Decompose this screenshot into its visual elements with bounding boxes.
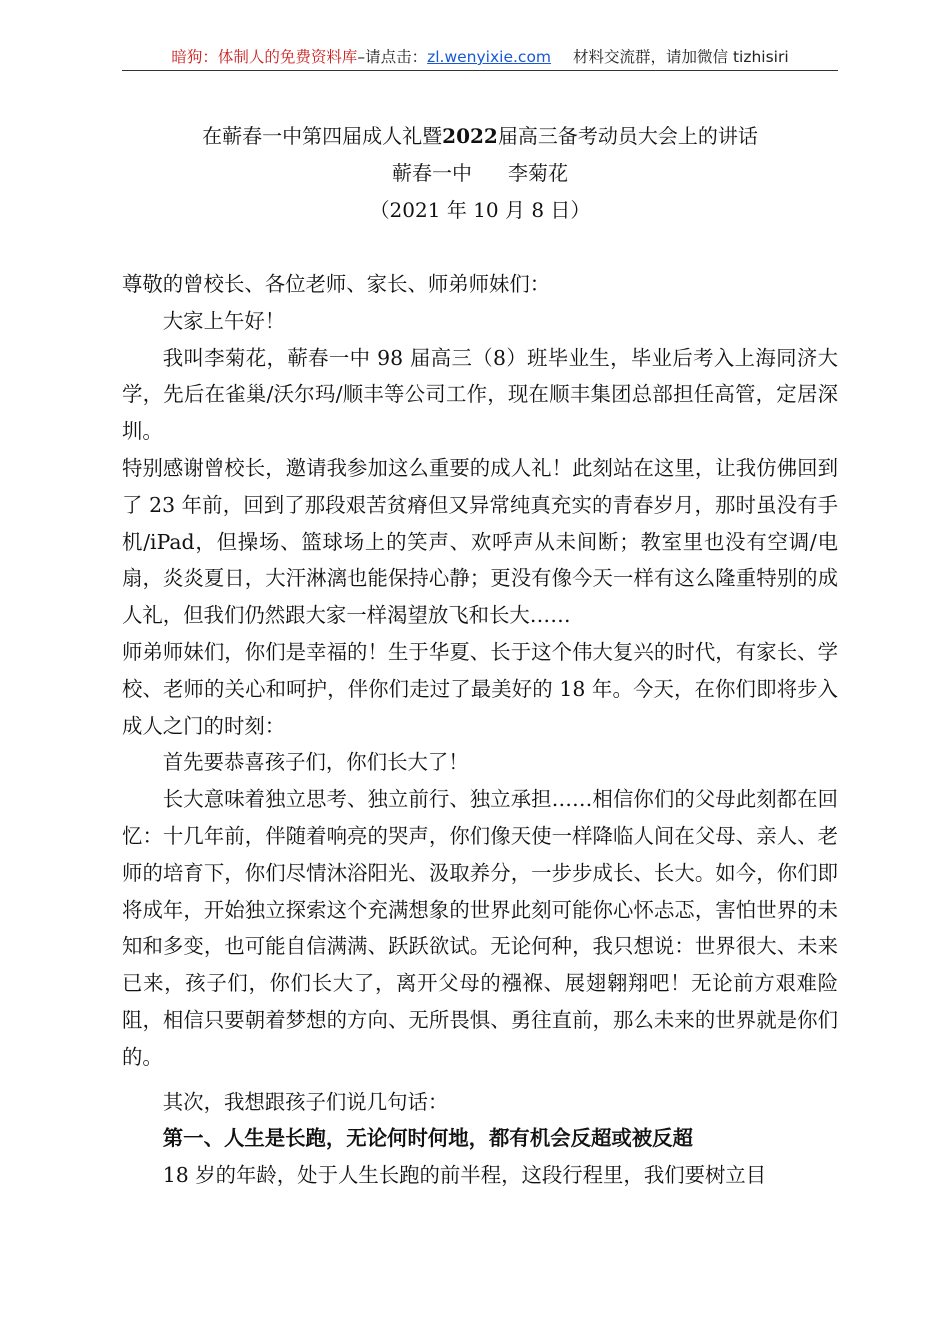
author-line [122, 155, 838, 192]
paragraph-intro: 我叫李菊花，蕲春一中 98 届高三（8）班毕业生，毕业后考入上海同济大学，先后在雀巢/沃尔玛/顺丰等公司工作，现在顺丰集团总部担任高管，定居深圳。 [122, 345, 838, 444]
paragraph-congrats: 首先要恭喜孩子们，你们长大了！ [162, 750, 469, 775]
title-block [122, 118, 838, 229]
speech-title-post: 届高三备考动员大会上的讲话 [497, 124, 758, 148]
speech-title-year: 2022 [442, 124, 498, 148]
speech-title [122, 118, 838, 155]
school-name: 蕲春一中 [392, 161, 472, 185]
speech-body [122, 266, 838, 1194]
paragraph-happiness: 师弟师妹们，你们是幸福的！生于华夏、长于这个伟大复兴的时代，有家长、学校、老师的关心和呵护，伴你们走过了最美好的 18 年。今天，在你们即将步入成人之门的时刻： [122, 639, 838, 738]
salutation: 尊敬的曾校长、各位老师、家长、师弟师妹们： [122, 272, 551, 296]
page-header [122, 46, 838, 71]
paragraph-marathon: 18 岁的年龄，处于人生长跑的前半程，这段行程里，我们要树立目 [162, 1163, 767, 1188]
speech-date: （2021 年 10 月 8 日） [369, 198, 591, 222]
speech-title-pre: 在蕲春一中第四届成人礼暨 [202, 124, 443, 148]
greeting: 大家上午好！ [162, 308, 286, 333]
paragraph-thanks: 特别感谢曾校长，邀请我参加这么重要的成人礼！此刻站在这里，让我仿佛回到了 23 年前，回到了那段艰苦贫瘠但又异常纯真充实的青春岁月，那时虽没有手机/iPad，但操场、篮球场上的笑声、欢呼声从未间断；教室里也没有空调/电扇，炎炎夏日，大汗淋漓也能保持心静；更没有像今天一样有这么隆重特别的成人礼，但我们仍然跟大家一样渴望放飞和长大…… [122, 455, 838, 628]
header-contact: 材料交流群，请加微信 tizhisiri [573, 48, 789, 66]
speaker-name: 李菊花 [508, 161, 568, 185]
header-link[interactable]: zl.wenyixie.com [427, 48, 552, 66]
paragraph-growing-up: 长大意味着独立思考、独立前行、独立承担……相信你们的父母此刻都在回忆：十几年前，伴随着响亮的哭声，你们像天使一样降临人间在父母、亲人、老师的培育下，你们尽情沐浴阳光、汲取养分，一步步成长、长大。如今，你们即将成年，开始独立探索这个充满想象的世界此刻可能你心怀忐忑，害怕世界的未知和多变，也可能自信满满、跃跃欲试。无论何种，我只想说：世界很大、未来已来，孩子们，你们长大了，离开父母的襁褓、展翅翱翔吧！无论前方艰难险阻，相信只要朝着梦想的方向、无所畏惧、勇往直前，那么未来的世界就是你们的。 [122, 787, 838, 1069]
section-heading-1: 第一、人生是长跑，无论何时何地，都有机会反超或被反超 [162, 1126, 693, 1151]
header-brand: 暗狗：体制人的免费资料库 [171, 48, 358, 66]
header-prompt: –请点击： [357, 48, 428, 66]
paragraph-secondly: 其次，我想跟孩子们说几句话： [162, 1089, 449, 1114]
